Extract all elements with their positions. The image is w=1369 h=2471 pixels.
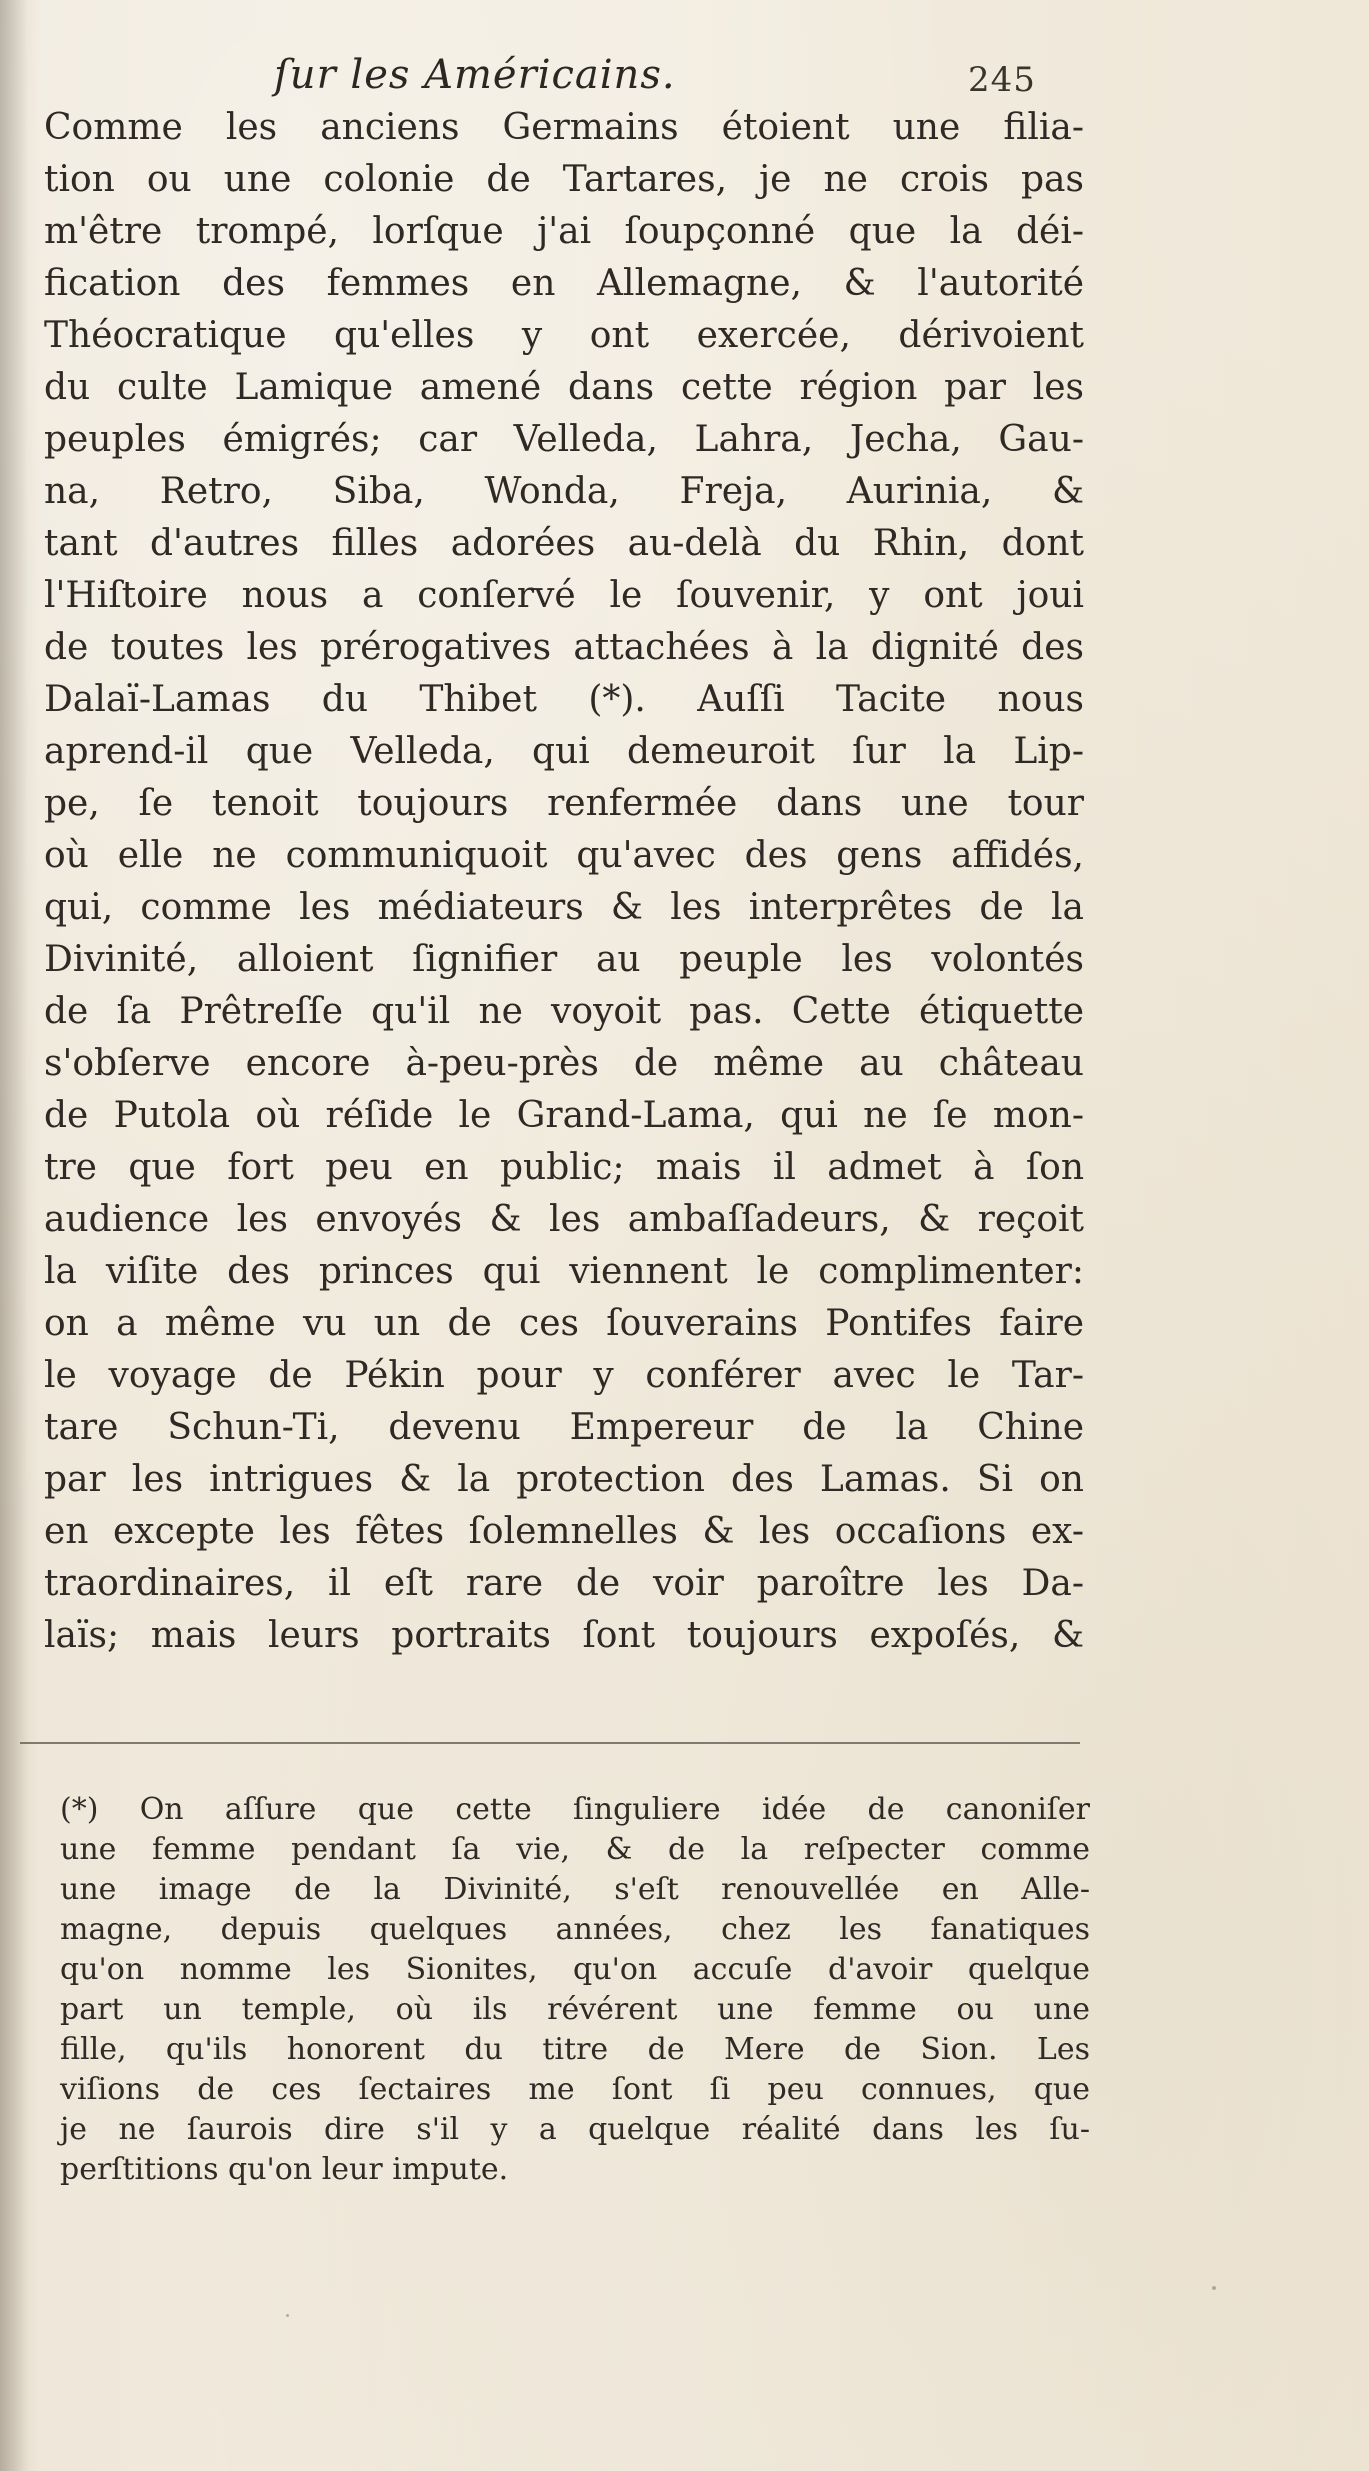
body-line: la viſite des princes qui viennent le complimenter: [44, 1251, 1084, 1292]
body-line: de ſa Prêtreſſe qu'il ne voyoit pas. Cette étiquette [44, 991, 1084, 1032]
footnote-line: (*) On aſſure que cette ſinguliere idée de canoniſer [60, 1792, 1090, 1827]
body-line: on a même vu un de ces ſouverains Pontifes faire [44, 1303, 1084, 1344]
body-line: en excepte les fêtes ſolemnelles & les occaſions ex- [44, 1511, 1084, 1552]
footnote-line: une femme pendant ſa vie, & de la reſpecter comme [60, 1832, 1090, 1867]
footnote-separator-rule [20, 1742, 1080, 1744]
body-line: tare Schun-Ti, devenu Empereur de la Chine [44, 1407, 1084, 1448]
body-line: fication des femmes en Allemagne, & l'autorité [44, 263, 1084, 304]
body-line: tion ou une colonie de Tartares, je ne crois pas [44, 159, 1084, 200]
body-line: laïs; mais leurs portraits ſont toujours expoſés, & [44, 1615, 1084, 1656]
footnote-line: une image de la Divinité, s'eſt renouvellée en Alle- [60, 1872, 1090, 1907]
body-line: m'être trompé, lorſque j'ai ſoupçonné que la déi- [44, 211, 1084, 252]
body-line: Dalaï-Lamas du Thibet (*). Auſſi Tacite nous [44, 679, 1084, 720]
page-number: 245 [968, 60, 1036, 100]
body-line: tant d'autres filles adorées au-delà du Rhin, dont [44, 523, 1084, 564]
body-line: de toutes les prérogatives attachées à la dignité des [44, 627, 1084, 668]
body-line: Comme les anciens Germains étoient une filia- [44, 107, 1084, 148]
paper-speck [1212, 2286, 1216, 2290]
body-line: l'Hiſtoire nous a conſervé le ſouvenir, y ont joui [44, 575, 1084, 616]
body-line: na, Retro, Siba, Wonda, Freja, Aurinia, & [44, 471, 1084, 512]
body-line: qui, comme les médiateurs & les interprêtes de la [44, 887, 1084, 928]
body-line: pe, ſe tenoit toujours renfermée dans une tour [44, 783, 1084, 824]
footnote-line: qu'on nomme les Sionites, qu'on accuſe d'avoir quelque [60, 1952, 1090, 1987]
body-line: s'obſerve encore à-peu-près de même au château [44, 1043, 1084, 1084]
paper-speck [286, 2314, 289, 2317]
body-line: de Putola où réſide le Grand-Lama, qui ne ſe mon- [44, 1095, 1084, 1136]
body-line: le voyage de Pékin pour y conférer avec le Tar- [44, 1355, 1084, 1396]
footnote-line: fille, qu'ils honorent du titre de Mere de Sion. Les [60, 2032, 1090, 2067]
running-title: ſur les Américains. [274, 52, 676, 98]
body-line: peuples émigrés; car Velleda, Lahra, Jecha, Gau- [44, 419, 1084, 460]
footnote-line: perſtitions qu'on leur impute. [60, 2152, 509, 2187]
paper-speck [1058, 640, 1060, 642]
footnote-line: magne, depuis quelques années, chez les fanatiques [60, 1912, 1090, 1947]
body-line: où elle ne communiquoit qu'avec des gens affidés, [44, 835, 1084, 876]
body-line: tre que fort peu en public; mais il admet à ſon [44, 1147, 1084, 1188]
body-line: traordinaires, il eſt rare de voir paroître les Da- [44, 1563, 1084, 1604]
footnote-line: part un temple, où ils révérent une femme ou une [60, 1992, 1090, 2027]
body-line: audience les envoyés & les ambaſſadeurs, & reçoit [44, 1199, 1084, 1240]
body-line: Théocratique qu'elles y ont exercée, dérivoient [44, 315, 1084, 356]
body-line: par les intrigues & la protection des Lamas. Si on [44, 1459, 1084, 1500]
body-line: aprend-il que Velleda, qui demeuroit ſur la Lip- [44, 731, 1084, 772]
footnote-line: viſions de ces ſectaires me ſont ſi peu connues, que [60, 2072, 1090, 2107]
body-line: du culte Lamique amené dans cette région par les [44, 367, 1084, 408]
body-line: Divinité, alloient ſignifier au peuple les volontés [44, 939, 1084, 980]
footnote-line: je ne ſaurois dire s'il y a quelque réalité dans les ſu- [60, 2112, 1090, 2147]
